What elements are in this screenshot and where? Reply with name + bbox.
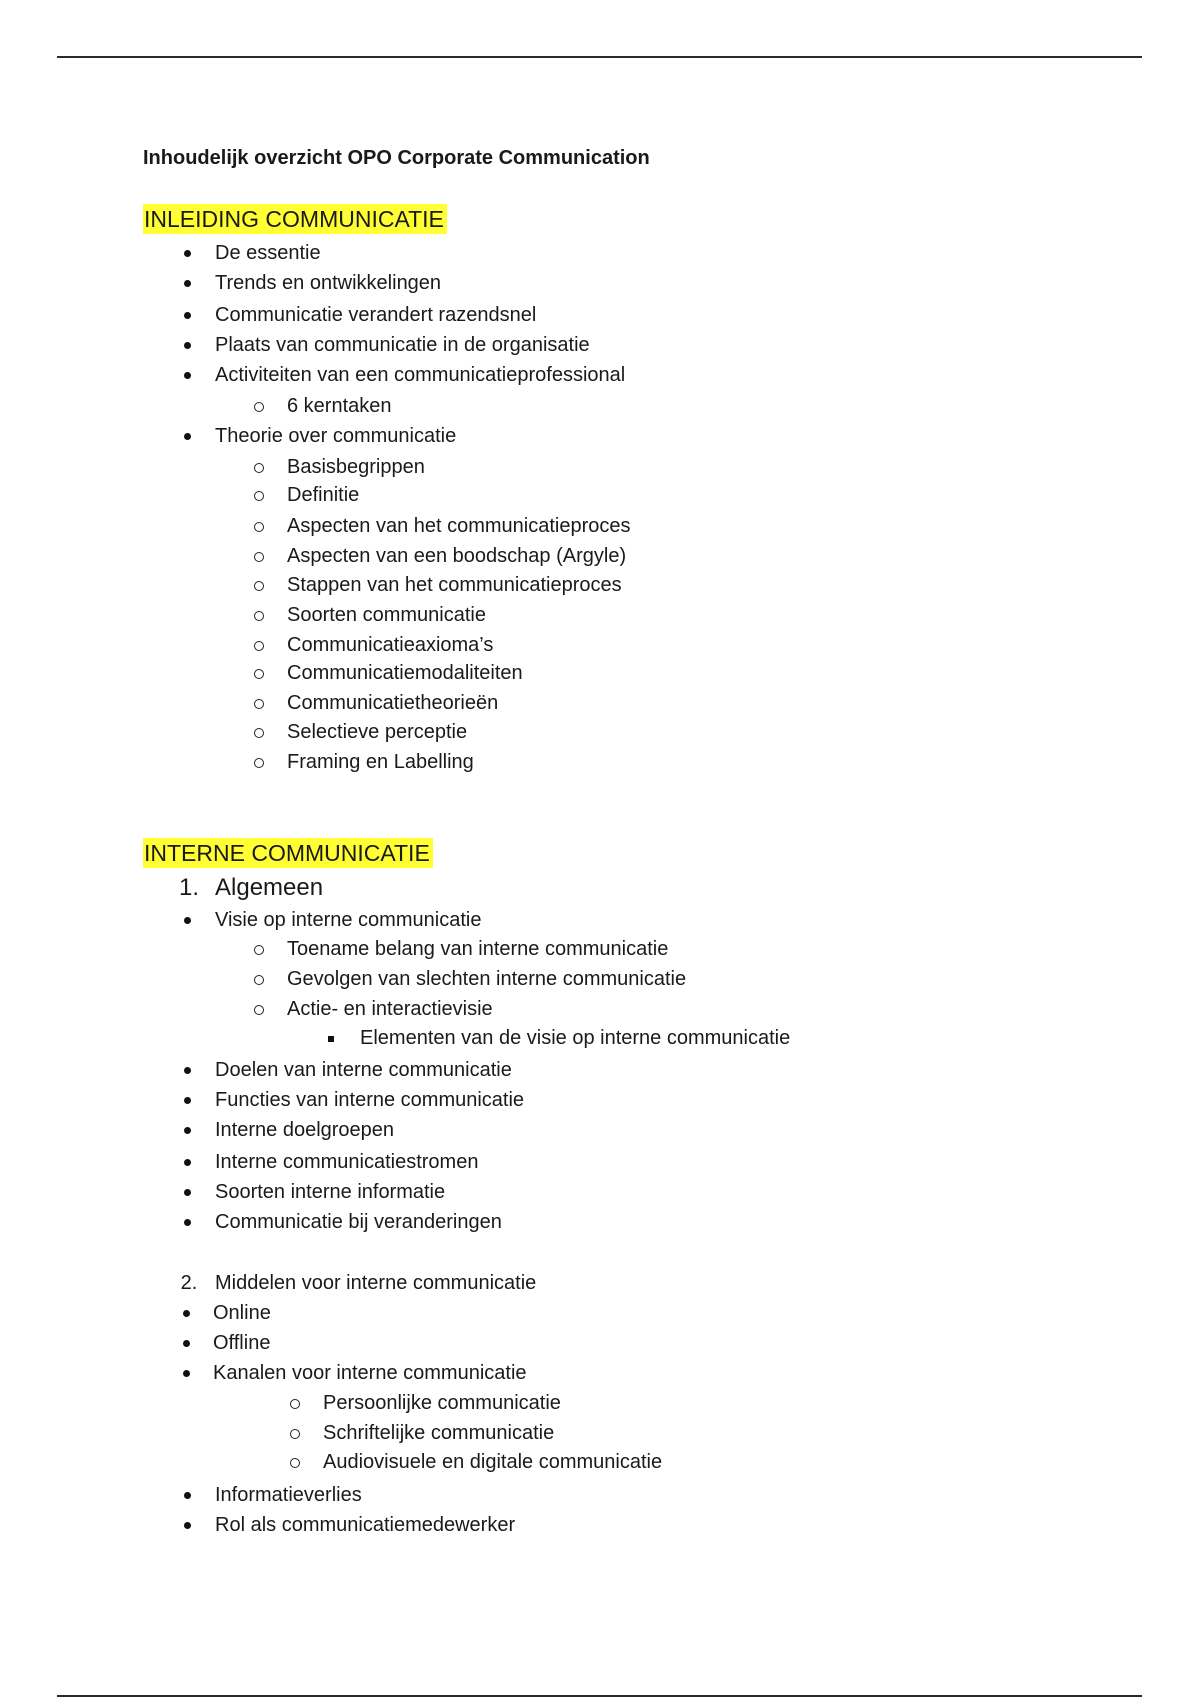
circle-bullet-icon — [254, 463, 264, 473]
circle-bullet-icon — [254, 758, 264, 768]
bullet-icon — [184, 312, 191, 319]
circle-bullet-icon — [254, 945, 264, 955]
circle-bullet-icon — [254, 581, 264, 591]
circle-bullet-icon — [290, 1458, 300, 1468]
bullet-icon — [184, 1522, 191, 1529]
circle-bullet-icon — [254, 611, 264, 621]
square-bullet-icon — [328, 1036, 334, 1042]
bullet-icon — [184, 280, 191, 287]
circle-bullet-icon — [254, 728, 264, 738]
bullet-icon — [184, 1492, 191, 1499]
bullet-icon — [184, 342, 191, 349]
bullet-icon — [184, 250, 191, 257]
circle-bullet-icon — [254, 975, 264, 985]
bullet-icon — [183, 1310, 190, 1317]
circle-bullet-icon — [254, 641, 264, 651]
bullet-icon — [184, 372, 191, 379]
section-heading-inleiding: INLEIDING COMMUNICATIE — [143, 204, 447, 234]
bullet-icon — [184, 1189, 191, 1196]
circle-bullet-icon — [254, 1005, 264, 1015]
circle-bullet-icon — [254, 552, 264, 562]
bullet-icon — [183, 1370, 190, 1377]
circle-bullet-icon — [254, 522, 264, 532]
bullet-icon — [184, 917, 191, 924]
bullet-icon — [184, 1127, 191, 1134]
bullet-icon — [184, 1159, 191, 1166]
footer-rule — [57, 1695, 1142, 1697]
bullet-icon — [184, 1219, 191, 1226]
bullet-icon — [184, 1097, 191, 1104]
circle-bullet-icon — [254, 669, 264, 679]
bullet-icon — [183, 1340, 190, 1347]
circle-bullet-icon — [254, 699, 264, 709]
circle-bullet-icon — [254, 491, 264, 501]
bullet-icon — [184, 1067, 191, 1074]
circle-bullet-icon — [290, 1399, 300, 1409]
circle-bullet-icon — [254, 402, 264, 412]
circle-bullet-icon — [290, 1429, 300, 1439]
section-heading-interne: INTERNE COMMUNICATIE — [143, 838, 433, 868]
header-rule — [57, 56, 1142, 58]
bullet-icon — [184, 433, 191, 440]
document-title: Inhoudelijk overzicht OPO Corporate Communication — [143, 147, 650, 169]
